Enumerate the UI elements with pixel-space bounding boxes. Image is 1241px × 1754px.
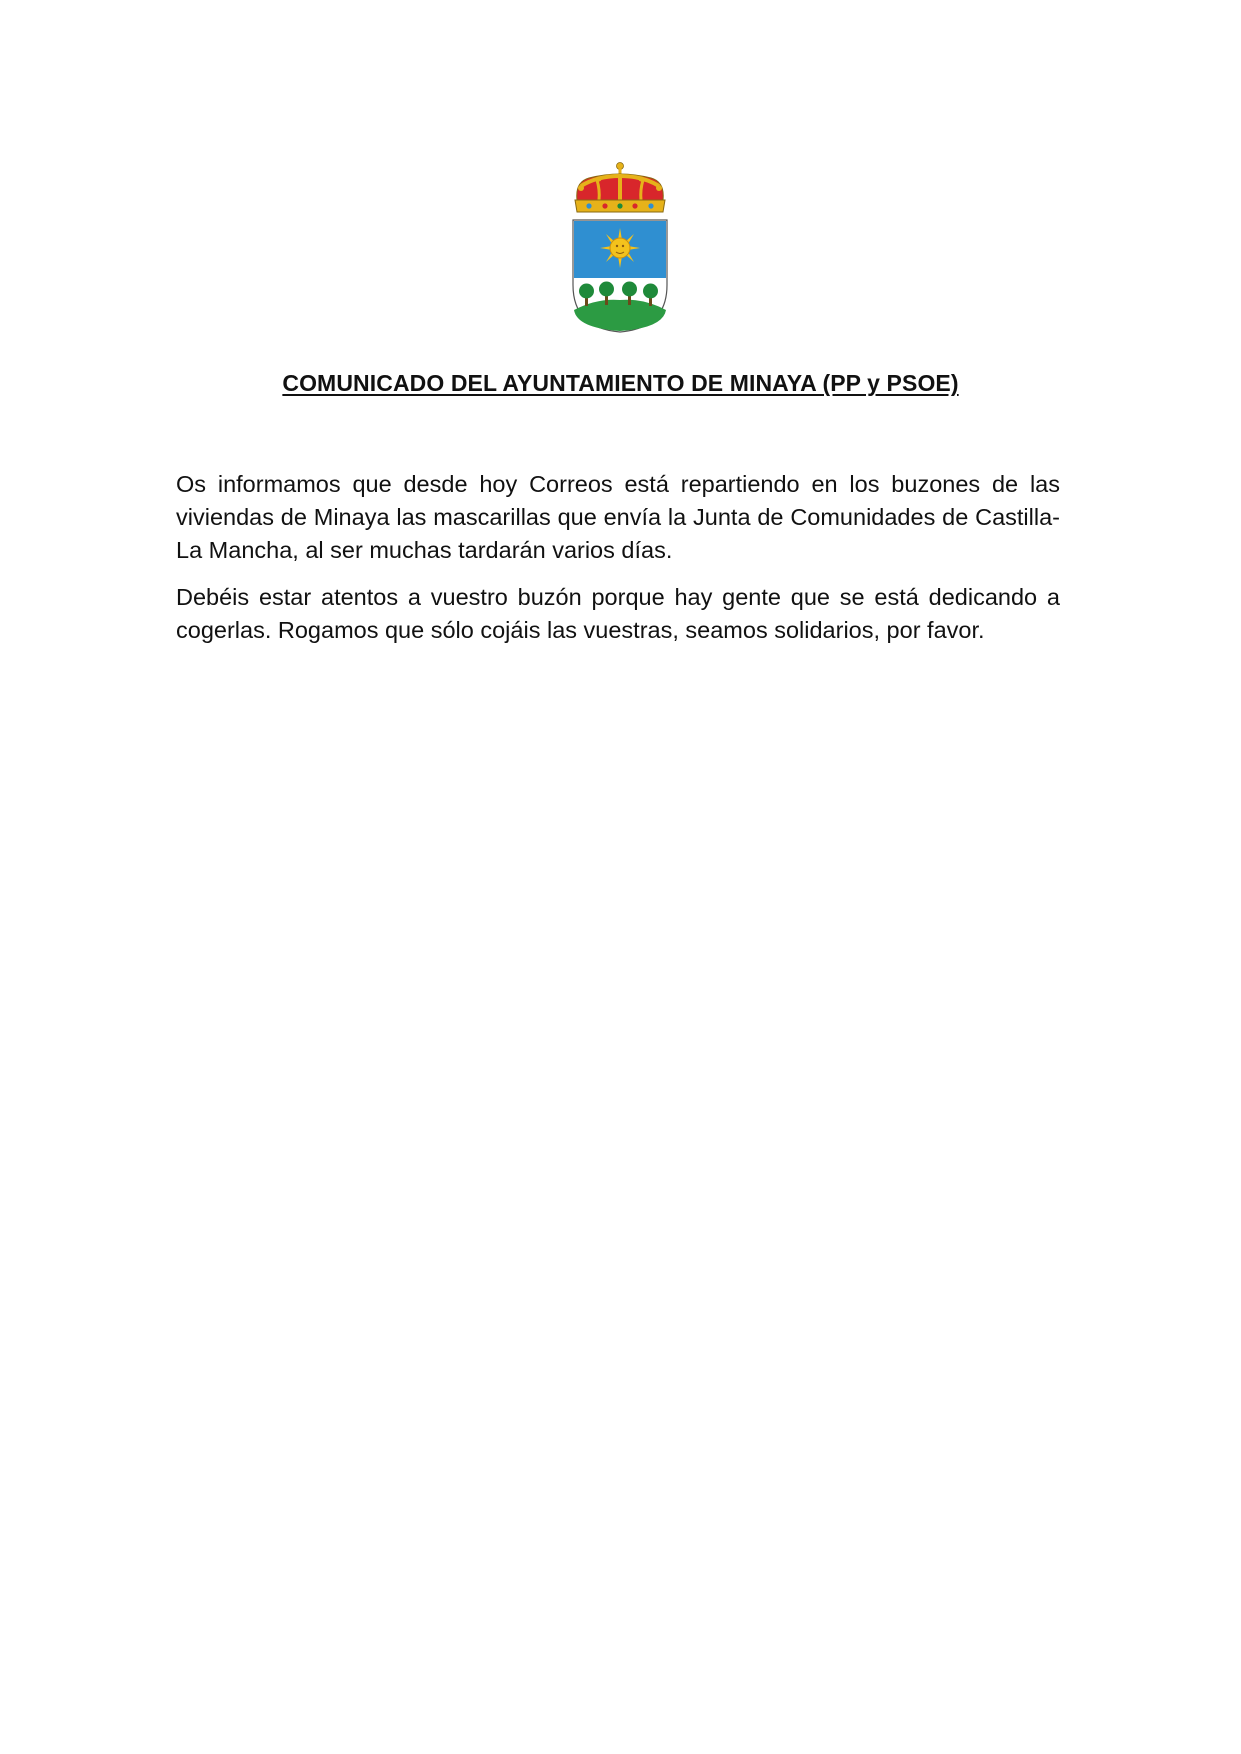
- shield-icon: [573, 220, 667, 332]
- page-title: COMUNICADO DEL AYUNTAMIENTO DE MINAYA (PP y PSOE): [282, 370, 959, 396]
- coat-of-arms-icon: [567, 160, 673, 336]
- paragraph: Debéis estar atentos a vuestro buzón porque hay gente que se está dedicando a cogerlas. Rogamos que sólo cojáis las vuestras, seamos solidarios, por favor.: [176, 584, 1060, 643]
- document-body: [176, 468, 1060, 661]
- crown-icon: [575, 163, 665, 213]
- sun-icon: [600, 228, 640, 268]
- paragraph: Os informamos que desde hoy Correos está repartiendo en los buzones de las viviendas de Minaya las mascarillas que envía la Junta de Comunidades de Castilla-La Mancha, al ser muchas tardarán varios días.: [176, 471, 1060, 563]
